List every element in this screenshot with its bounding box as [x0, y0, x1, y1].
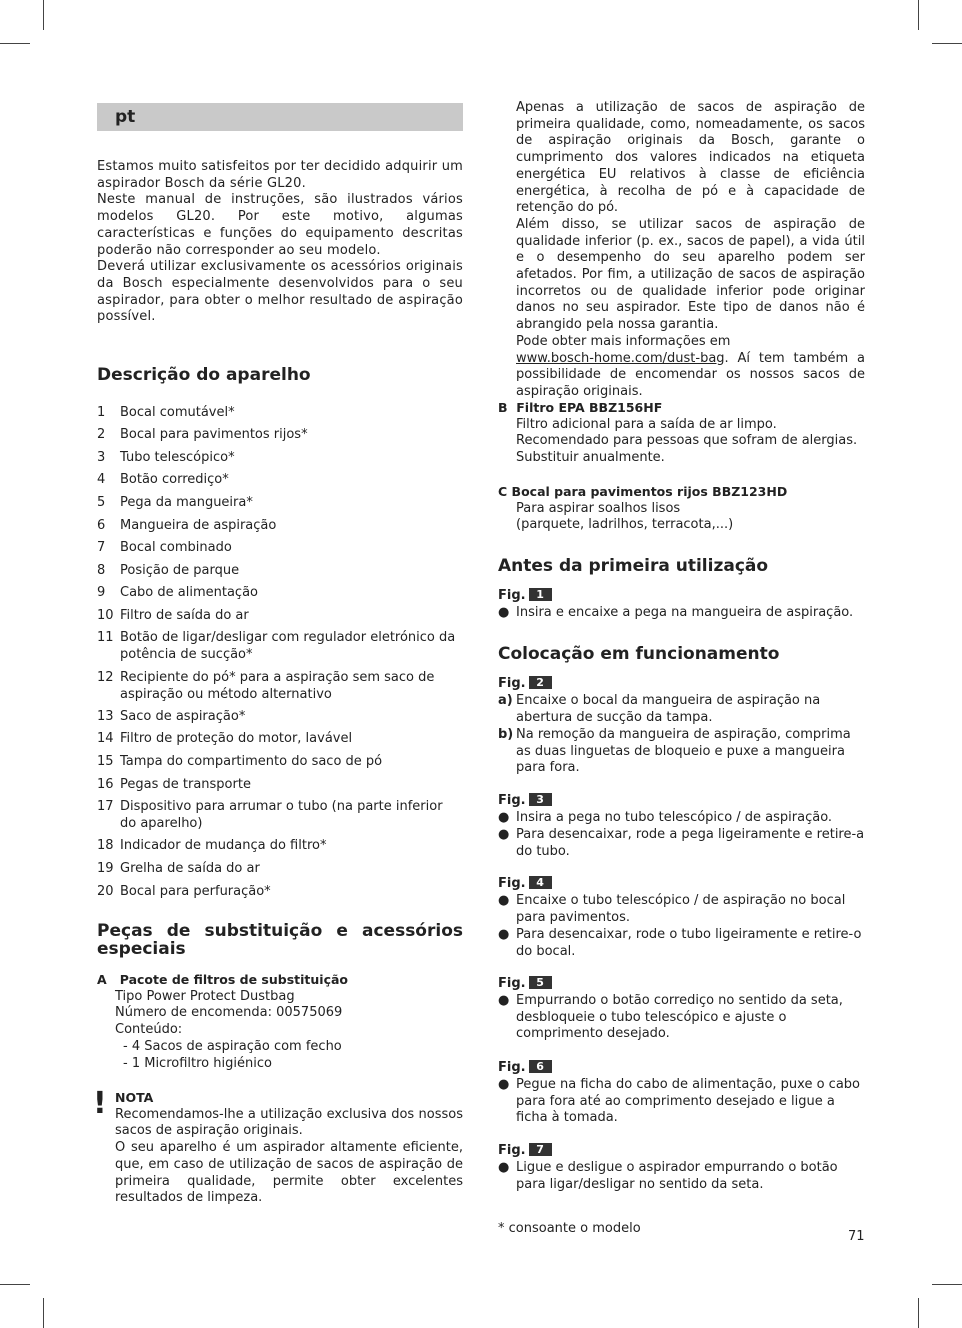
note-text: Pode obter mais informações em [516, 333, 731, 349]
language-code: pt [115, 107, 136, 127]
bullet-icon: ● [498, 1160, 510, 1175]
section-title-description: Descrição do aparelho [97, 365, 311, 385]
part-label: Pegas de transporte [120, 777, 251, 792]
part-number: 14 [97, 731, 114, 746]
spare-text: Filtro adicional para a saída de ar limpo. Recomendado para pessoas que sofram de alergias. Substituir anualmente. [516, 416, 858, 466]
part-label: Bocal comutável* [120, 405, 235, 420]
bullet-icon: ● [498, 810, 510, 825]
parts-list-item [97, 883, 463, 900]
part-label: Pega da mangueira* [120, 495, 253, 510]
part-label: Grelha de saída do ar [120, 861, 260, 876]
step-text: Na remoção da mangueira de aspiração, comprima as duas linguetas de bloqueio e puxe a mangueira para fora. [516, 727, 851, 776]
spare-item-b [498, 400, 865, 467]
part-number: 5 [97, 495, 106, 510]
parts-list-item [97, 669, 463, 703]
figure-label-5 [498, 976, 552, 991]
intro-line: Estamos muito satisfeitos por ter decidido adquirir um aspirador Bosch da série GL20. [97, 159, 463, 191]
fig-number: 7 [529, 1143, 552, 1156]
part-label: Bocal para pavimentos rijos* [120, 427, 308, 442]
part-label: Saco de aspiração* [120, 709, 246, 724]
bullet-text: Para desencaixar, rode o tubo ligeiramente e retire-o do bocal. [516, 927, 862, 959]
part-label: Dispositivo para arrumar o tubo (na parte inferior do aparelho) [120, 799, 443, 831]
part-label: Botão de ligar/desligar com regulador eletrónico da potência de sucção* [120, 630, 456, 662]
part-number: 15 [97, 754, 114, 769]
language-bar [97, 103, 463, 131]
note-text: Recomendamos-lhe a utilização exclusiva dos nossos sacos de aspiração originais. [115, 1106, 463, 1139]
fig-number: 6 [529, 1060, 552, 1073]
fig-text: Fig. [498, 793, 526, 808]
part-number: 9 [97, 585, 106, 600]
part-number: 11 [97, 630, 114, 645]
bullet-text: Ligue e desligue o aspirador empurrando o botão para ligar/desligar no sentido da seta. [516, 1160, 838, 1192]
crop-mark [932, 1284, 962, 1285]
spare-line: Número de encomenda: 00575069 [115, 1005, 343, 1021]
parts-list-item [97, 860, 463, 877]
crop-mark [918, 0, 919, 30]
parts-list-item [97, 629, 463, 663]
note-text: O seu aparelho é um aspirador altamente eficiente, que, em caso de utilização de sacos de aspiração de primeira qualidade, permite obter excelentes resultados de limpeza. [115, 1140, 463, 1206]
bullet-text: Para desencaixar, rode a pega ligeiramente e retire-a do tubo. [516, 827, 865, 859]
bullet-item [498, 605, 865, 622]
part-label: Indicador de mudança do filtro* [120, 838, 327, 853]
part-number: 20 [97, 884, 114, 899]
bullet-item [498, 893, 865, 927]
part-number: 13 [97, 709, 114, 724]
part-label: Botão corrediço* [120, 472, 229, 487]
part-label: Bocal combinado [120, 540, 232, 555]
section-title-operation: Colocação em funcionamento [498, 644, 780, 664]
bullet-icon: ● [498, 893, 510, 908]
note-continued [516, 100, 865, 401]
parts-list-item [97, 471, 463, 488]
figure-label-2 [498, 676, 552, 691]
part-label: Recipiente do pó* para a aspiração sem saco de aspiração ou método alternativo [120, 670, 435, 702]
part-label: Tubo telescópico* [120, 450, 235, 465]
spare-item-c [498, 484, 865, 534]
crop-mark [43, 0, 44, 30]
spare-line: - 1 Microfiltro higiénico [123, 1055, 272, 1071]
part-label: Tampa do compartimento do saco de pó [120, 754, 383, 769]
step-label: a) [498, 693, 513, 708]
figure-label-4 [498, 876, 552, 891]
bullet-icon: ● [498, 993, 510, 1008]
crop-mark [0, 1284, 30, 1285]
bullet-text: Pegue na ficha do cabo de alimentação, puxe o cabo para fora até ao comprimento desejado e ligue a ficha à tomada. [516, 1077, 860, 1126]
fig-number: 5 [529, 976, 552, 989]
bullet-icon: ● [498, 605, 510, 620]
intro-line: Deverá utilizar exclusivamente os acessórios originais da Bosch especialmente desenvolvidos para o seu aspirador, para obter o melhor resultado de aspiração possível. [97, 259, 463, 325]
fig-text: Fig. [498, 976, 526, 991]
spare-title: Filtro EPA BBZ156HF [516, 400, 663, 415]
section-title-spare-parts: Peças de substituição e acessórios especiais [97, 921, 463, 959]
spare-title: Bocal para pavimentos rijos BBZ123HD [511, 484, 788, 499]
part-label: Posição de parque [120, 563, 240, 578]
intro-line: Neste manual de instruções, são ilustrados vários modelos GL20. Por este motivo, algumas características e funções do equipamento descritas poderão não corresponder ao seu modelo. [97, 192, 463, 258]
page-number: 71 [848, 1229, 865, 1244]
part-number: 10 [97, 608, 114, 623]
figure-label-1 [498, 588, 552, 603]
parts-list-item [97, 494, 463, 511]
part-number: 7 [97, 540, 106, 555]
fig-number: 4 [529, 876, 552, 889]
bullet-icon: ● [498, 1077, 510, 1092]
part-label: Bocal para perfuração* [120, 884, 271, 899]
fig-text: Fig. [498, 1143, 526, 1158]
bullet-item [498, 993, 865, 1043]
spare-line: - 4 Sacos de aspiração com fecho [123, 1038, 342, 1054]
part-number: 17 [97, 799, 114, 814]
step-label: b) [498, 727, 514, 742]
part-number: 2 [97, 427, 106, 442]
fig-number: 1 [529, 588, 552, 601]
bullet-icon: ● [498, 927, 510, 942]
part-label: Filtro de proteção do motor, lavável [120, 731, 353, 746]
parts-list-item [97, 517, 463, 534]
parts-list-item [97, 607, 463, 624]
part-number: 19 [97, 861, 114, 876]
crop-mark [0, 43, 30, 44]
parts-list-item [97, 708, 463, 725]
bullet-text: Insira a pega no tubo telescópico / de aspiração. [516, 810, 833, 825]
part-number: 12 [97, 670, 114, 685]
bullet-item [498, 827, 865, 861]
part-label: Mangueira de aspiração [120, 518, 277, 533]
fig-text: Fig. [498, 588, 526, 603]
spare-line: Conteúdo: [115, 1022, 183, 1038]
bullet-item [498, 1160, 865, 1194]
part-number: 6 [97, 518, 106, 533]
spare-text: Para aspirar soalhos lisos [516, 500, 681, 516]
warning-icon: ! [93, 1086, 107, 1121]
figure-label-7 [498, 1143, 552, 1158]
bullet-text: Empurrando o botão corrediço no sentido da seta, desbloqueie o tubo telescópico e ajuste o comprimento desejado. [516, 993, 843, 1042]
footnote: * consoante o modelo [498, 1221, 641, 1236]
bullet-item [498, 927, 865, 961]
note-text: Apenas a utilização de sacos de aspiração de primeira qualidade, como, nomeadamente, os sacos de aspiração originais da Bosch, garante o cumprimento dos valores indicados na etiqueta energética EU relativos à classe de eficiência energética, à recolha de pó e à capacidade de retenção do pó. [516, 100, 865, 216]
part-label: Cabo de alimentação [120, 585, 258, 600]
step-b [498, 727, 865, 777]
part-number: 3 [97, 450, 106, 465]
parts-list-item [97, 837, 463, 854]
part-number: 8 [97, 563, 106, 578]
spare-line: Tipo Power Protect Dustbag [115, 988, 295, 1004]
section-title-before-first-use: Antes da primeira utilização [498, 556, 769, 576]
note-title: NOTA [115, 1090, 154, 1105]
spare-letter: C [498, 484, 508, 499]
parts-list-item [97, 730, 463, 747]
spare-title: Pacote de filtros de substituição [119, 972, 349, 987]
parts-list-item [97, 449, 463, 466]
step-a [498, 693, 865, 727]
spare-letter: A [97, 972, 107, 987]
parts-list-item [97, 426, 463, 443]
note-block [115, 1090, 463, 1207]
intro-paragraph [97, 159, 463, 326]
part-number: 4 [97, 472, 106, 487]
parts-list-item [97, 404, 463, 421]
part-number: 16 [97, 777, 114, 792]
bullet-item [498, 1077, 865, 1127]
part-number: 1 [97, 405, 106, 420]
parts-list-item [97, 798, 463, 832]
dust-bag-link[interactable]: www.bosch-home.com/dust-bag [516, 350, 725, 366]
bullet-item [498, 810, 865, 827]
parts-list-item [97, 753, 463, 770]
crop-mark [918, 1298, 919, 1328]
parts-list-item [97, 776, 463, 793]
fig-text: Fig. [498, 876, 526, 891]
spare-item-a [97, 972, 463, 1072]
fig-number: 2 [529, 676, 552, 689]
part-number: 18 [97, 838, 114, 853]
parts-list-item [97, 562, 463, 579]
crop-mark [932, 43, 962, 44]
bullet-text: Encaixe o tubo telescópico / de aspiração no bocal para pavimentos. [516, 893, 846, 925]
figure-label-6 [498, 1060, 552, 1075]
bullet-icon: ● [498, 827, 510, 842]
fig-number: 3 [529, 793, 552, 806]
bullet-text: Insira e encaixe a pega na mangueira de aspiração. [516, 605, 854, 620]
crop-mark [43, 1298, 44, 1328]
spare-text: (parquete, ladrilhos, terracota,...) [516, 517, 734, 533]
step-text: Encaixe o bocal da mangueira de aspiração na abertura de sucção da tampa. [516, 693, 821, 725]
figure-label-3 [498, 793, 552, 808]
part-label: Filtro de saída do ar [120, 608, 249, 623]
spare-letter: B [498, 400, 508, 415]
note-text: . Aí tem também a possibilidade de encomendar os nossos sacos de aspiração originais. [516, 350, 865, 399]
parts-list-item [97, 539, 463, 556]
fig-text: Fig. [498, 676, 526, 691]
parts-list-item [97, 584, 463, 601]
note-text: Além disso, se utilizar sacos de aspiração de qualidade inferior (p. ex., sacos de papel), a vida útil e o desempenho do seu aparelho podem ser afetados. Por fim, a utilização de sacos de aspiração incorretos ou de qualidade inferior pode originar danos no seu aspirador. Este tipo de danos não é abrangido pela nossa garantia. [516, 216, 865, 333]
fig-text: Fig. [498, 1060, 526, 1075]
